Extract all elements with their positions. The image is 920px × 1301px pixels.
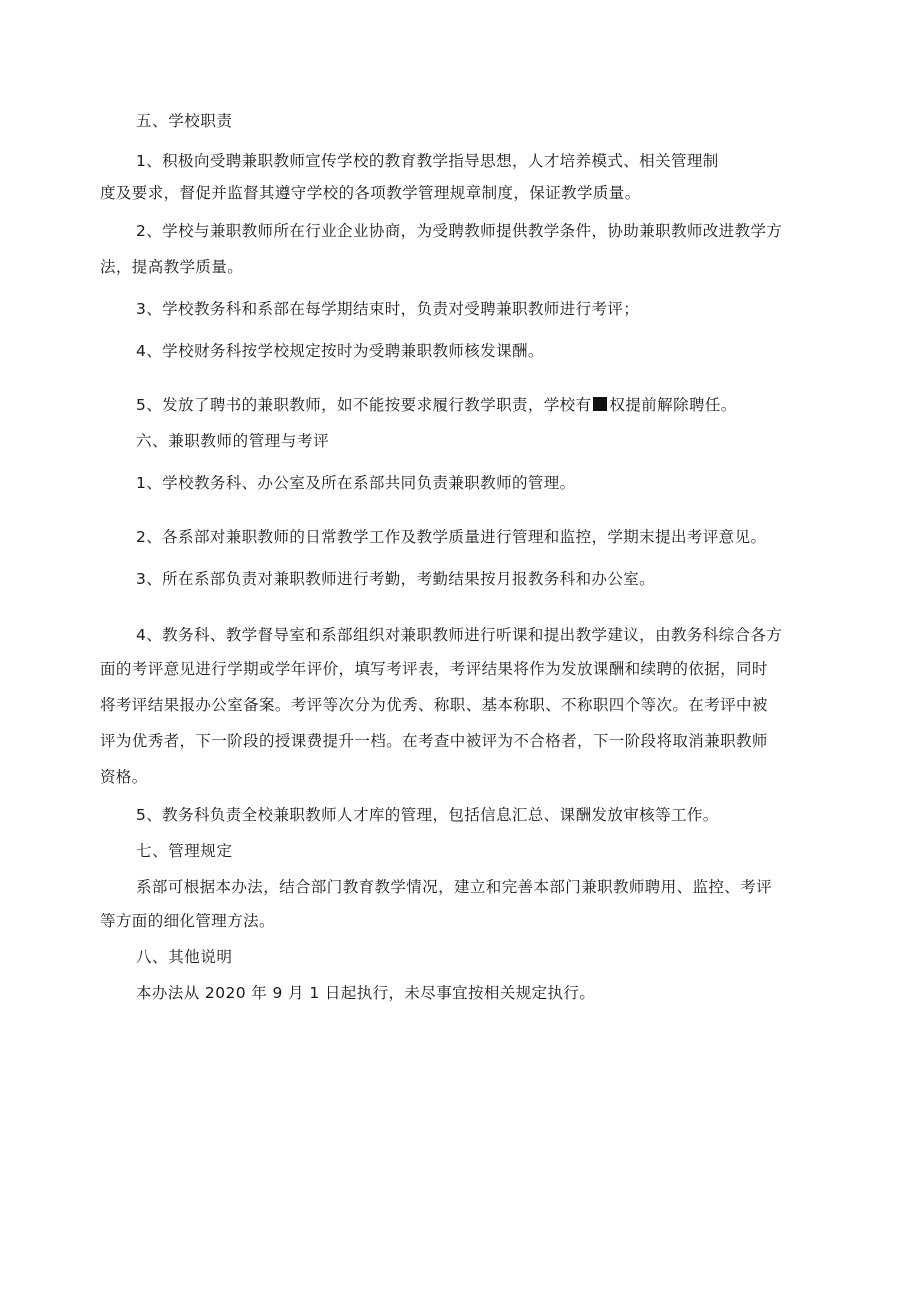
section-8-para: 本办法从 2020 年 9 月 1 日起执行，未尽事宜按相关规定执行。 (136, 984, 596, 1002)
section-7-para-line-2: 等方面的细化管理方法。 (100, 912, 275, 930)
section-5-item-2-line-1: 2、学校与兼职教师所在行业企业协商，为受聘教师提供教学条件，协助兼职教师改进教学方 (136, 222, 783, 240)
section-6-item-5: 5、教务科负责全校兼职教师人才库的管理，包括信息汇总、课酬发放审核等工作。 (136, 806, 719, 824)
section-7-heading: 七、管理规定 (136, 842, 233, 860)
section-6-item-3: 3、所在系部负责对兼职教师进行考勤，考勤结果按月报教务科和办公室。 (136, 570, 656, 588)
section-5-item-1-line-1: 1、积极向受聘兼职教师宣传学校的教育教学指导思想，人才培养模式、相关管理制 (136, 152, 719, 170)
section-5-item-3: 3、学校教务科和系部在每学期结束时，负责对受聘兼职教师进行考评； (136, 300, 640, 318)
section-5-item-2-line-2: 法，提高教学质量。 (100, 258, 244, 276)
section-5-item-5-part-a: 5、发放了聘书的兼职教师，如不能按要求履行教学职责，学校有 (136, 396, 592, 414)
section-6-item-4-line-5: 资格。 (100, 768, 148, 786)
section-6-item-1: 1、学校教务科、办公室及所在系部共同负责兼职教师的管理。 (136, 474, 576, 492)
section-5-heading: 五、学校职责 (136, 112, 233, 130)
section-5-item-4: 4、学校财务科按学校规定按时为受聘兼职教师核发课酬。 (136, 342, 544, 360)
section-6-item-2: 2、各系部对兼职教师的日常教学工作及教学质量进行管理和监控，学期末提出考评意见。 (136, 528, 767, 546)
section-6-item-4-line-4: 评为优秀者，下一阶段的授课费提升一档。在考查中被评为不合格者，下一阶段将取消兼职教师 (100, 732, 768, 750)
section-6-item-4-line-2: 面的考评意见进行学期或学年评价，填写考评表，考评结果将作为发放课酬和续聘的依据，同时 (100, 660, 768, 678)
redaction-block (593, 397, 607, 411)
section-5-item-1-line-2: 度及要求，督促并监督其遵守学校的各项教学管理规章制度，保证教学质量。 (100, 184, 641, 202)
section-7-para-line-1: 系部可根据本办法，结合部门教育教学情况，建立和完善本部门兼职教师聘用、监控、考评 (136, 878, 773, 896)
section-6-item-4-line-1: 4、教务科、教学督导室和系部组织对兼职教师进行听课和提出教学建议，由教务科综合各方 (136, 626, 783, 644)
section-5-item-5-part-b: 权提前解除聘任。 (609, 396, 737, 414)
section-5-item-5 (136, 394, 737, 416)
section-6-item-4-line-3: 将考评结果报办公室备案。考评等次分为优秀、称职、基本称职、不称职四个等次。在考评中被 (100, 696, 768, 714)
section-8-heading: 八、其他说明 (136, 948, 233, 966)
section-6-heading: 六、兼职教师的管理与考评 (136, 432, 330, 450)
